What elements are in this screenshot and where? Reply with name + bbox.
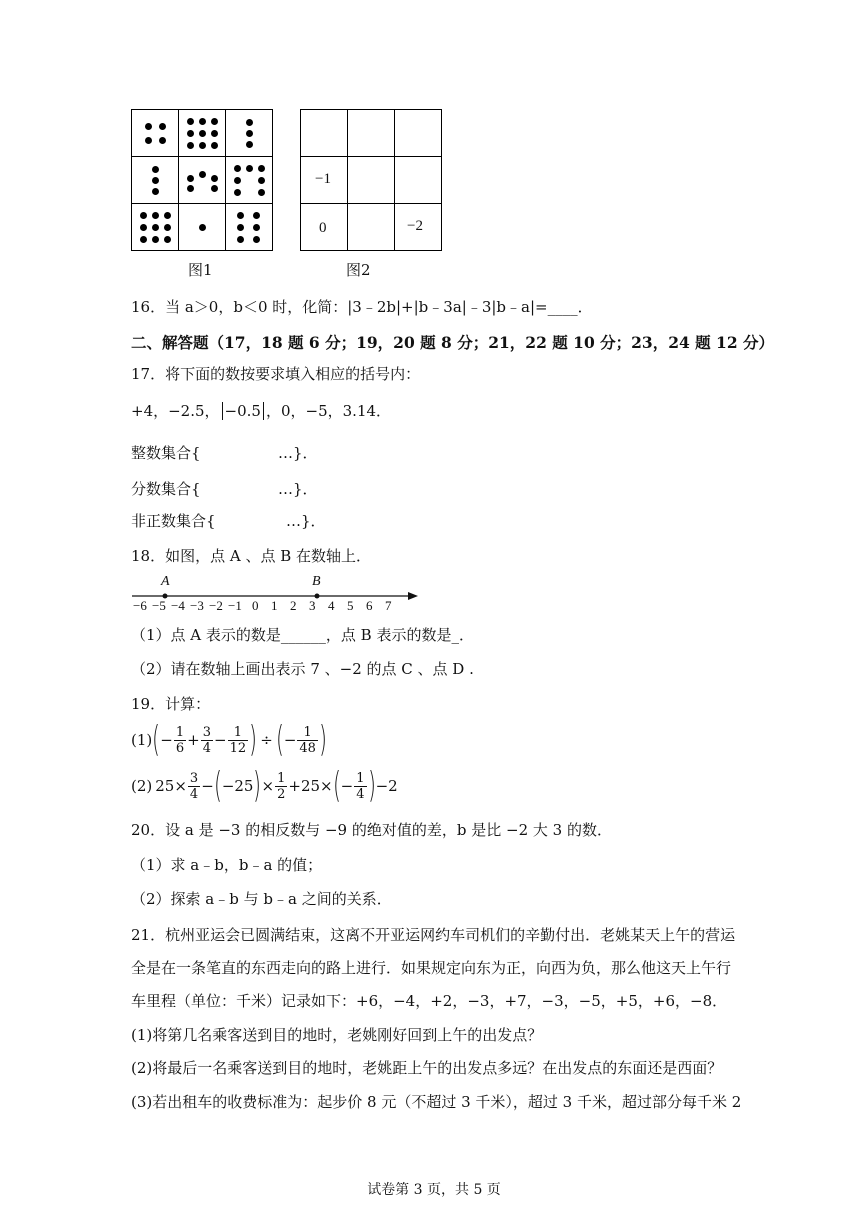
fraction-set-end: …}．: [278, 480, 318, 498]
dice-dot: [199, 142, 206, 149]
dice-dot: [164, 212, 171, 219]
question-17-numbers: [131, 401, 391, 421]
grid-cell: [301, 110, 348, 157]
page-footer: 试卷第 3 页，共 5 页: [367, 1182, 501, 1198]
tick-label: 7: [385, 598, 392, 613]
question-21-line-1: 21．杭州亚运会已圆满结束，这离不开亚运网约车司机们的辛勤付出．老姚某天上午的营运: [131, 926, 736, 944]
dice-dot: [234, 177, 241, 184]
dice-dot: [211, 130, 218, 137]
integer-set-end: …}．: [278, 444, 318, 462]
expression-1-label: (1): [131, 731, 153, 749]
grid-cell: [348, 110, 395, 157]
tick-label: 6: [366, 598, 373, 613]
dice-dot: [159, 123, 166, 130]
nonpositive-set-label: 非正数集合{: [131, 512, 216, 530]
tick-label: −1: [228, 598, 242, 613]
fraction: $\frac{1}{6}$: [175, 724, 185, 756]
dice-dot: [152, 188, 159, 195]
question-18-part-2: （2）请在数轴上画出表示 7 、−2 的点 C 、点 D .: [131, 660, 474, 678]
dice-dot: [211, 175, 218, 182]
dice-dot: [253, 236, 260, 243]
tick-label: 2: [290, 598, 297, 613]
expression-1: (1) ( − $\frac{1}{6}$ + $\frac{3}{4}$ − $\frac{1}{12}$ ) ÷ ( − $\frac{1}{48}$ ): [131, 719, 327, 760]
dice-dot: [187, 175, 194, 182]
integer-set-label: 整数集合{: [131, 444, 201, 462]
dice-dot: [253, 224, 260, 231]
dice-cell: [179, 204, 226, 251]
dice-cell: [132, 157, 179, 204]
question-17-stem: 17．将下面的数按要求填入相应的括号内：: [131, 365, 421, 383]
tick-label: −4: [171, 598, 185, 613]
dice-dot: [253, 212, 260, 219]
point-a-label: A: [161, 574, 170, 589]
question-20-stem: 20．设 a 是 −3 的相反数与 −9 的绝对值的差，b 是比 −2 大 3 的数．: [131, 821, 612, 839]
point-b-label: B: [312, 574, 321, 589]
dice-dot: [211, 118, 218, 125]
tick-label: −6: [133, 598, 147, 613]
tick-label: 0: [252, 598, 259, 613]
dice-dot: [258, 165, 265, 172]
dice-dot: [187, 118, 194, 125]
dice-dot: [199, 118, 206, 125]
grid-cell: [348, 204, 395, 251]
nonpositive-set-end: …}．: [286, 512, 326, 530]
grid-cell: [395, 110, 442, 157]
dice-dot: [246, 130, 253, 137]
absolute-value-expression: [222, 402, 264, 420]
dice-dot: [152, 212, 159, 219]
dice-dot: [152, 166, 159, 173]
fraction: $\frac{3}{4}$: [202, 724, 212, 756]
tick-label: −5: [152, 598, 166, 613]
figure-1-caption: 图1: [188, 261, 213, 279]
tick-label: −2: [209, 598, 223, 613]
grid-cell: [395, 204, 442, 251]
tick-label: 4: [328, 598, 335, 613]
grid-cell: [301, 157, 348, 204]
dice-dot: [199, 224, 206, 231]
tick-label: 5: [347, 598, 354, 613]
dice-dot: [187, 142, 194, 149]
dice-dot: [145, 123, 152, 130]
dice-dot: [187, 185, 194, 192]
dice-dot: [159, 137, 166, 144]
question-20-part-1: （1）求 a﹣b，b﹣a 的值；: [131, 856, 323, 874]
dice-dot: [211, 185, 218, 192]
grid-cell: [301, 204, 348, 251]
fraction: $\frac{3}{4}$: [189, 770, 199, 802]
question-21-line-3: 车里程（单位：千米）记录如下：+6，−4，+2，−3，+7，−3，−5，+5，+6，−8．: [131, 992, 728, 1010]
question-20-part-2: （2）探索 a﹣b 与 b﹣a 之间的关系．: [131, 890, 392, 908]
question-21-sub-2: (2)将最后一名乘客送到目的地时，老姚距上午的出发点多远？在出发点的东面还是西面？: [131, 1059, 723, 1077]
dice-cell: [226, 157, 273, 204]
tick-label: −3: [190, 598, 204, 613]
dice-dot: [258, 189, 265, 196]
dice-dot: [187, 130, 194, 137]
question-19-stem: 19．计算：: [131, 695, 211, 713]
fraction: $\frac{1}{4}$: [356, 770, 365, 802]
dice-dot: [152, 224, 159, 231]
dice-dot: [164, 224, 171, 231]
dice-dot: [258, 177, 265, 184]
cell-value: −2: [407, 218, 423, 234]
dice-dot: [152, 236, 159, 243]
expression-2: (2) 25× $\frac{3}{4}$ − ( −25 ) × $\frac{1}{2}$ +25× ( − $\frac{1}{4}$ ) −2: [131, 765, 398, 806]
dice-cell: [226, 204, 273, 251]
dice-dot: [234, 189, 241, 196]
question-21-line-2: 全是在一条笔直的东西走向的路上进行．如果规定向东为正，向西为负，那么他这天上午行: [131, 959, 732, 977]
question-21-sub-3: (3)若出租车的收费标准为：起步价 8 元（不超过 3 千米），超过 3 千米，超过部分每千米 2: [131, 1093, 742, 1111]
cell-value: −1: [315, 171, 331, 187]
question-16: 16．当 a＞0，b＜0 时，化简：|3﹣2b|+|b﹣3a|﹣3|b﹣a|=____．: [131, 298, 593, 316]
dice-dot: [211, 142, 218, 149]
dice-cell: [132, 110, 179, 157]
figure-2-grid: [300, 109, 442, 251]
dice-cell: [132, 204, 179, 251]
absolute-value-content: −0.5: [224, 402, 261, 420]
numbers-part-b: ，0，−5，3.14．: [265, 402, 392, 420]
dice-dot: [152, 177, 159, 184]
dice-dot: [237, 212, 244, 219]
grid-cell: [348, 157, 395, 204]
dice-dot: [140, 224, 147, 231]
fraction: $\frac{1}{12}$: [229, 724, 247, 756]
expression-2-label: (2): [131, 777, 153, 795]
question-21-sub-1: (1)将第几名乘客送到目的地时，老姚刚好回到上午的出发点？: [131, 1026, 543, 1044]
section-2-title: 二、解答题（17，18 题 6 分；19，20 题 8 分；21，22 题 10 分；23，24 题 12 分）: [131, 333, 775, 352]
dice-dot: [246, 141, 253, 148]
figure-1-dice-grid: [131, 109, 273, 251]
dice-dot: [164, 236, 171, 243]
fraction: $\frac{1}{48}$: [299, 724, 316, 756]
dice-dot: [199, 171, 206, 178]
question-18-stem: 18．如图，点 A 、点 B 在数轴上．: [131, 547, 372, 565]
numbers-part-a: +4，−2.5，: [131, 402, 220, 420]
grid-cell: [395, 157, 442, 204]
dice-dot: [140, 236, 147, 243]
tick-label: 1: [271, 598, 278, 613]
dice-cell: [226, 110, 273, 157]
dice-dot: [234, 165, 241, 172]
figure-2-caption: 图2: [346, 261, 371, 279]
dice-dot: [199, 130, 206, 137]
dice-dot: [140, 212, 147, 219]
dice-dot: [246, 119, 253, 126]
dice-dot: [246, 165, 253, 172]
dice-dot: [237, 236, 244, 243]
dice-dot: [237, 224, 244, 231]
dice-cell: [179, 110, 226, 157]
fraction-set-label: 分数集合{: [131, 480, 201, 498]
dice-dot: [145, 137, 152, 144]
tick-label: 3: [309, 598, 316, 613]
cell-value: 0: [319, 220, 327, 236]
dice-cell: [179, 157, 226, 204]
fraction: $\frac{1}{2}$: [277, 770, 286, 802]
question-18-part-1: （1）点 A 表示的数是______，点 B 表示的数是_．: [131, 626, 474, 644]
